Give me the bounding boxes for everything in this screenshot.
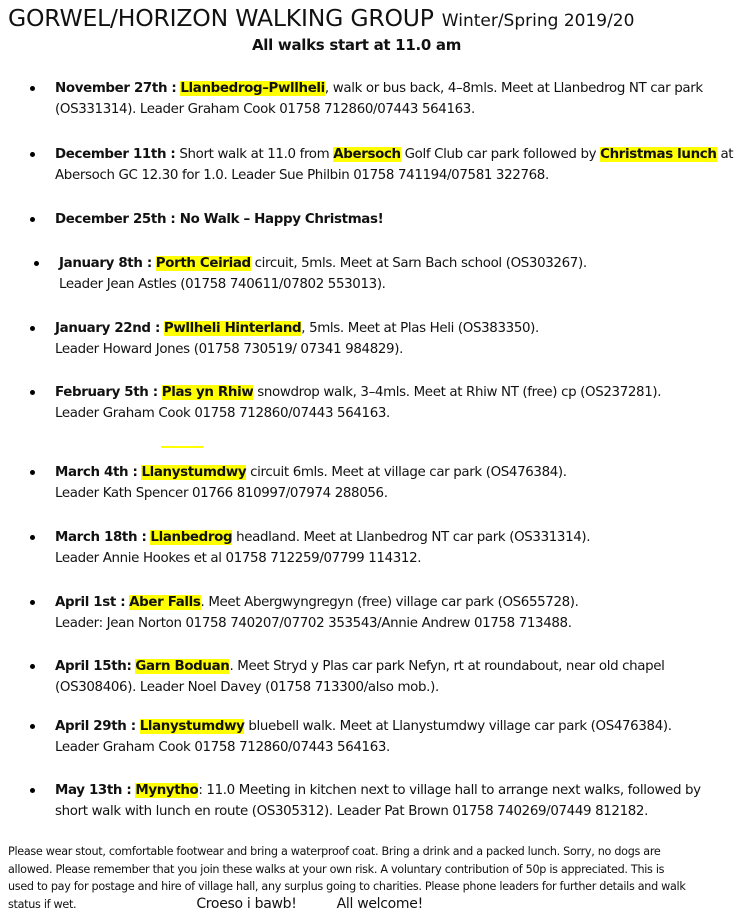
walk-item xyxy=(55,716,750,758)
walk-item xyxy=(59,253,750,295)
walk-details: snowdrop walk, 3–4mls. Meet at Rhiw NT (free) cp (OS237281). xyxy=(253,385,662,400)
walk-leader: Leader: Jean Norton 01758 740207/07702 353543/Annie Andrew 01758 713488. xyxy=(55,616,572,631)
english-welcome: All welcome! xyxy=(336,895,423,912)
season-label: Winter/Spring 2019/20 xyxy=(441,11,635,31)
walk-date: April 29th : xyxy=(55,719,136,734)
walk-item xyxy=(55,780,750,822)
walk-item xyxy=(55,78,750,120)
footer-line: allowed. Please remember that you join these walks at your own risk. A voluntary contribution of 50p is appreciated. This is xyxy=(8,862,665,876)
bullet-icon xyxy=(30,152,35,157)
walk-details: . Meet Abergwyngregyn (free) village car park (OS655728). xyxy=(200,595,579,610)
walk-item xyxy=(55,209,750,230)
bullet-icon xyxy=(30,788,35,793)
walk-place: Llanystumdwy xyxy=(139,719,245,734)
walk-details: : 11.0 Meeting in kitchen next to village hall to arrange next walks, followed by xyxy=(198,783,701,798)
walk-date: April 15th: xyxy=(55,659,132,674)
walk-details: Golf Club car park followed by xyxy=(400,147,601,162)
walk-date: March 4th : xyxy=(55,465,138,480)
footer-line: Please wear stout, comfortable footwear and bring a waterproof coat. Bring a drink and a packed lunch. Sorry, no dogs are xyxy=(8,845,661,858)
walk-leader: Leader Annie Hookes et al 01758 712259/07799 114312. xyxy=(55,551,422,566)
walk-item xyxy=(55,656,750,698)
walk-place: Garn Boduan xyxy=(135,659,230,674)
walk-date: February 5th : xyxy=(55,385,158,400)
walk-place: Llanbedrog–Pwllheli xyxy=(180,81,325,96)
walk-place: Porth Ceiriad xyxy=(155,256,251,271)
walk-details: at xyxy=(716,147,734,162)
footer-line: used to pay for postage and hire of village hall, any surplus going to charities. Please phone leaders for further details and walk xyxy=(8,880,686,893)
bullet-icon xyxy=(34,261,39,266)
walk-date: January 22nd : xyxy=(55,321,160,336)
walk-item xyxy=(55,462,750,504)
walk-leader: (OS331314). Leader Graham Cook 01758 712860/07443 564163. xyxy=(55,102,475,117)
bullet-icon xyxy=(30,535,35,540)
walk-item xyxy=(55,144,750,186)
bullet-icon xyxy=(30,724,35,729)
bullet-icon xyxy=(30,217,35,222)
walk-details: , 5mls. Meet at Plas Heli (OS383350). xyxy=(301,321,539,336)
walk-details: circuit, 5mls. Meet at Sarn Bach school (OS303267). xyxy=(250,256,587,271)
walk-item xyxy=(55,318,750,360)
walk-place: Pwllheli Hinterland xyxy=(163,321,302,336)
walk-details: Short walk at 11.0 from xyxy=(175,147,334,162)
walk-date: January 8th : xyxy=(59,256,152,271)
walk-place: Plas yn Rhiw xyxy=(161,385,254,400)
walk-place: Aber Falls xyxy=(129,595,201,610)
walk-leader: Leader Graham Cook 01758 712860/07443 564163. xyxy=(55,406,390,421)
header xyxy=(8,4,634,32)
walk-date: December 25th : xyxy=(55,212,176,227)
walk-details: circuit 6mls. Meet at village car park (OS476384). xyxy=(246,465,567,480)
walk-leader: short walk with lunch en route (OS305312). Leader Pat Brown 01758 740269/07449 812182. xyxy=(55,804,649,819)
walk-date: May 13th : xyxy=(55,783,132,798)
walk-place: Llanystumdwy xyxy=(141,465,247,480)
start-time-note: All walks start at 11.0 am xyxy=(252,36,462,54)
walk-place: Llanbedrog xyxy=(150,530,233,545)
walk-leader: Leader Graham Cook 01758 712860/07443 564163. xyxy=(55,740,390,755)
walk-leader: Leader Jean Astles (01758 740611/07802 553013). xyxy=(59,277,386,292)
walk-leader: Leader Howard Jones (01758 730519/ 07341 984829). xyxy=(55,342,403,357)
welsh-welcome: Croeso i bawb! xyxy=(196,895,297,912)
walk-item xyxy=(55,592,750,634)
footer-notes xyxy=(8,843,743,913)
walk-item xyxy=(55,382,750,424)
walk-details: . Meet Stryd y Plas car park Nefyn, rt at roundabout, near old chapel xyxy=(229,659,665,674)
walk-details: headland. Meet at Llanbedrog NT car park (OS331314). xyxy=(232,530,591,545)
walk-details: , walk or bus back, 4–8mls. Meet at Llanbedrog NT car park xyxy=(324,81,703,96)
bullet-icon xyxy=(30,390,35,395)
walk-date: November 27th : xyxy=(55,81,177,96)
walk-place: Mynytho xyxy=(135,783,199,798)
bullet-icon xyxy=(30,326,35,331)
highlight-mark xyxy=(161,446,203,448)
bullet-icon xyxy=(30,86,35,91)
walk-leader: Abersoch GC 12.30 for 1.0. Leader Sue Philbin 01758 741194/07581 322768. xyxy=(55,168,549,183)
footer-line: status if wet. xyxy=(8,897,77,911)
walk-date: April 1st : xyxy=(55,595,126,610)
walk-place: Abersoch xyxy=(333,147,401,162)
bullet-icon xyxy=(30,600,35,605)
walk-leader: (OS308406). Leader Noel Davey (01758 713300/also mob.). xyxy=(55,680,439,695)
bullet-icon xyxy=(30,664,35,669)
walk-date: December 11th : xyxy=(55,147,176,162)
walk-details: bluebell walk. Meet at Llanystumdwy village car park (OS476384). xyxy=(244,719,672,734)
bullet-icon xyxy=(30,470,35,475)
page-title: GORWEL/HORIZON WALKING GROUP xyxy=(8,4,434,32)
walk-leader: Leader Kath Spencer 01766 810997/07974 288056. xyxy=(55,486,388,501)
walk-details: No Walk – Happy Christmas! xyxy=(175,212,384,227)
walk-event: Christmas lunch xyxy=(600,147,717,162)
walk-date: March 18th : xyxy=(55,530,147,545)
walk-item xyxy=(55,527,750,569)
